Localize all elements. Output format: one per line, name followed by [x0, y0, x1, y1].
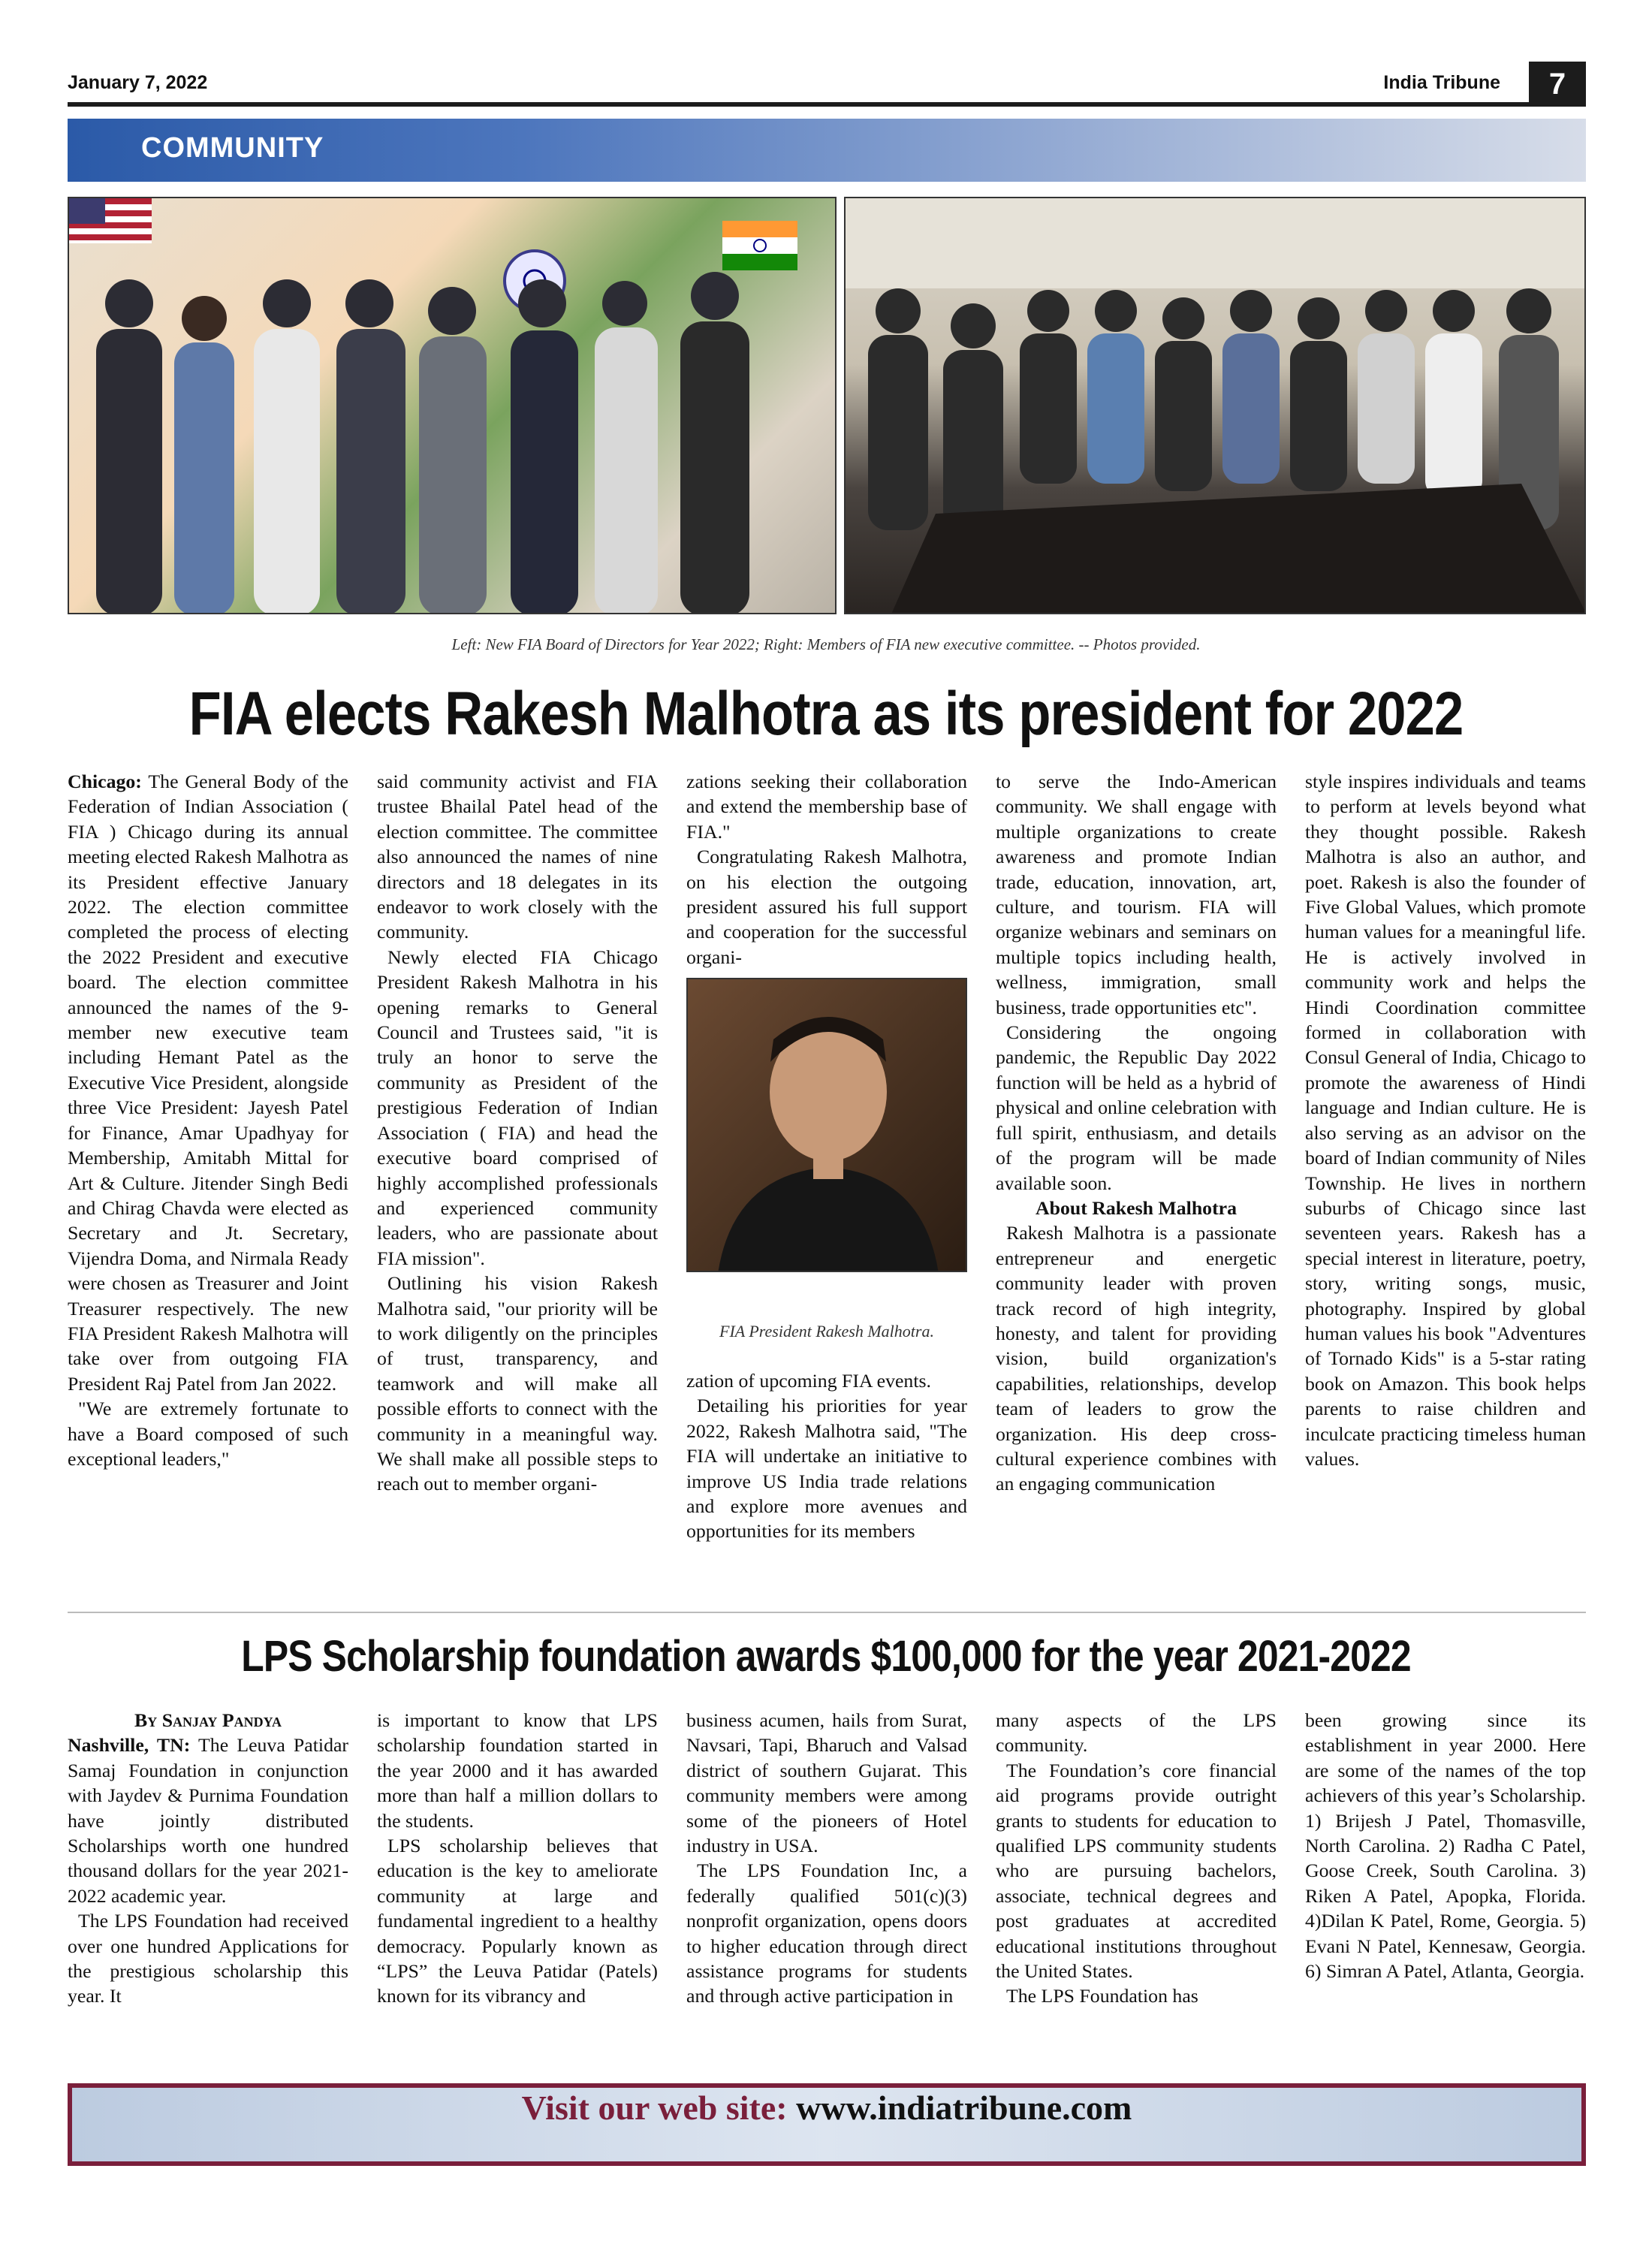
article-paragraph: Outlining his vision Rakesh Malhotra said, "our priority will be to work diligently on the principles of trust, transparency, and teamwork and will make all possible efforts to connect with the community in a meaningful way. We shall make all possible steps to reach out to member organi-: [377, 1272, 658, 1495]
article-paragraph: been growing since its establishment in year 2000. Here are some of the names of the top achievers of this year’s Scholarship. 1) Brijesh J Patel, Thomasville, North Carolina. 2) Radha C Patel, Goose Creek, South Carolina. 3) Riken A Patel, Apopka, Florida. 4)Dilan K Patel, Rome, Georgia. 5) Evani N Patel, Kennesaw, Georgia. 6) Simran A Patel, Atlanta, Georgia.: [1305, 1709, 1586, 1983]
article-paragraph: Newly elected FIA Chicago President Rakesh Malhotra in his opening remarks to General Council and Trustees said, "it is truly an honor to serve the community as President of the prestigious Federation of Indian Association ( FIA) and head the executive board comprised of highly accomplished professionals and experienced community leaders, who are passionate about FIA mission".: [377, 946, 658, 1269]
article-paragraph: business acumen, hails from Surat, Navsari, Tapi, Bharuch and Valsad district of southern Gujarat. This community members were among some of the pioneers of Hotel industry in USA.: [686, 1709, 967, 1857]
portrait-caption: FIA President Rakesh Malhotra.: [719, 1322, 934, 1341]
article-paragraph: Congratulating Rakesh Malhotra, on his election the outgoing president assured his full support and cooperation for the successful organi-: [686, 846, 967, 968]
executive-committee-photo: [844, 197, 1586, 614]
article-paragraph: Rakesh Malhotra is a passionate entrepreneur and energetic community leader with proven track record of high integrity, honesty, and talent for providing vision, build organization's capabilities, relationships, develop team of leaders to grow the organization. His deep cross-cultural experience combines with an engaging communication: [996, 1222, 1277, 1495]
section-banner: [68, 119, 1586, 182]
article-paragraph: LPS scholarship believes that education is the key to ameliorate community at large and fundamental ingredient to a healthy democracy. Popularly known as “LPS” the Leuva Patidar (Patels) known for its vibrancy and: [377, 1835, 658, 2007]
article-paragraph: said community activist and FIA trustee Bhailal Patel head of the election committee. The committee also announced the names of nine directors and 18 delegates in its endeavor to work closely with the community.: [377, 771, 658, 943]
article-paragraph: zation of upcoming FIA events.: [686, 1370, 931, 1392]
paragraph-text: The Leuva Patidar Samaj Foundation in conjunction with Jaydev & Purnima Foundation have jointly distributed Scholarships worth one hundred thousand dollars for the year 2021-2022 academic year.: [68, 1734, 349, 1907]
page-number: 7: [1529, 62, 1586, 107]
article-headline-2: LPS Scholarship foundation awards $100,000 for the year 2021-2022: [241, 1632, 1411, 1681]
president-portrait: [686, 978, 967, 1272]
article-paragraph: Considering the ongoing pandemic, the Republic Day 2022 function will be held as a hybrid of physical and online celebration with full spirit, enthusiasm, and details of the program will be made available soon.: [996, 1021, 1277, 1194]
article-paragraph: Detailing his priorities for year 2022, Rakesh Malhotra said, "The FIA will undertake an initiative to improve US India trade relations and explore more avenues and opportunities for its members: [686, 1395, 967, 1543]
india-flag: [722, 221, 797, 270]
paragraph-text: The General Body of the Federation of Indian Association ( FIA ) Chicago during its annual meeting elected Rakesh Malhotra as its President effective January 2022. The election committee completed the process of electing the 2022 President and executive board. The election committee announced the names of the 9-member new executive team including Hemant Patel as the Executive Vice President, alongside three Vice President: Jayesh Patel for Finance, Amar Upadhyay for Membership, Amitabh Mittal for Art & Culture. Jitender Singh Bedi and Chirag Chavda were elected as Secretary and Jt. Secretary, Vijendra Doma, and Nirmala Ready were chosen as Treasurer and Joint Treasurer respectively. The new FIA President Rakesh Malhotra will take over from outgoing FIA President Raj Patel from Jan 2022.: [68, 771, 349, 1395]
section-label: COMMUNITY: [141, 132, 324, 164]
board-photo: [68, 197, 837, 614]
publication-name: India Tribune: [1383, 72, 1500, 93]
article-subhead: About Rakesh Malhotra: [1035, 1196, 1237, 1219]
article2-column-3: [686, 1708, 967, 2009]
board-photo-illustration: [69, 198, 837, 614]
photo-caption: Left: New FIA Board of Directors for Year 2022; Right: Members of FIA new executive committee. -- Photos provided.: [451, 635, 1201, 653]
article-paragraph: to serve the Indo-American community. We shall engage with multiple organizations to create awareness and promote Indian trade, education, innovation, art, culture, and tourism. FIA will organize webinars and seminars on multiple topics including health, wellness, immigration, small business, trade opportunities etc".: [996, 771, 1277, 1018]
us-flag: [69, 198, 152, 243]
article-paragraph: style inspires individuals and teams to perform at levels beyond what they thought possible. Rakesh Malhotra is also an author, and poet. Rakesh is also the founder of Five Global Values, which promote human values for a meaningful life. He is actively involved in community work and helps the Hindi Coordination committee formed in collaboration with Consul General of India, Chicago to promote the awareness of Hindi language and Indian culture. He is also serving as an advisor on the board of Indian community of Niles Township. He lives in northern suburbs of Chicago since last seventeen years. Rakesh has a special interest in literature, poetry, story, writing songs, music, photography. Inspired by global human values his book "Adventures of Tornado Kids" is a 5-star rating book on Amazon. This book helps parents to raise children and inculcate practicing timeless human values.: [1305, 771, 1586, 1470]
article-column-3-bottom: [686, 1368, 967, 1544]
header-rule: [68, 102, 1529, 107]
article-column-4: [996, 769, 1277, 1497]
website-link[interactable]: www.indiatribune.com: [796, 2089, 1132, 2127]
article-column-5: [1305, 769, 1586, 1471]
article2-column-1: [68, 1708, 348, 2009]
article-paragraph: The Foundation’s core financial aid programs provide outright grants to students for education to qualified LPS community students who are pursuing bachelors, associate, technical degrees and post graduates at accredited educational institutions throughout the United States.: [996, 1759, 1277, 1983]
article-paragraph: zations seeking their collaboration and extend the membership base of FIA.": [686, 771, 967, 843]
article-column-1: [68, 769, 348, 1471]
article-headline: FIA elects Rakesh Malhotra as its president for 2022: [188, 680, 1464, 748]
website-banner[interactable]: [68, 2083, 1586, 2166]
byline: By Sanjay Pandya: [134, 1709, 282, 1731]
article-column-3-top: [686, 769, 967, 970]
article-paragraph: [68, 769, 348, 1396]
article-paragraph: [68, 1733, 348, 1908]
article-paragraph: The LPS Foundation has: [1006, 1985, 1198, 2007]
article-paragraph: "We are extremely fortunate to have a Board composed of such exceptional leaders,": [68, 1398, 348, 1470]
article-paragraph: is important to know that LPS scholarship foundation started in the year 2000 and it has awarded more than half a million dollars to the students.: [377, 1709, 658, 1832]
dateline: Chicago:: [68, 771, 142, 792]
article2-column-2: [377, 1708, 658, 2009]
issue-date: January 7, 2022: [68, 72, 208, 93]
article-paragraph: The LPS Foundation had received over one hundred Applications for the prestigious scholarship this year. It: [68, 1910, 348, 2007]
article2-column-4: [996, 1708, 1277, 2009]
article-divider: [68, 1612, 1586, 1613]
group-silhouettes: [96, 272, 749, 614]
article2-column-5: [1305, 1708, 1586, 1983]
article-column-2: [377, 769, 658, 1497]
portrait-illustration: [688, 979, 967, 1272]
article-paragraph: many aspects of the LPS community.: [996, 1709, 1277, 1757]
article-paragraph: The LPS Foundation Inc, a federally qualified 501(c)(3) nonprofit organization, opens doors to higher education through direct assistance programs for students and through active participation in: [686, 1859, 967, 2007]
website-label: Visit our web site:: [521, 2089, 788, 2127]
dateline: Nashville, TN:: [68, 1734, 191, 1757]
executive-committee-photo-illustration: [846, 198, 1586, 614]
